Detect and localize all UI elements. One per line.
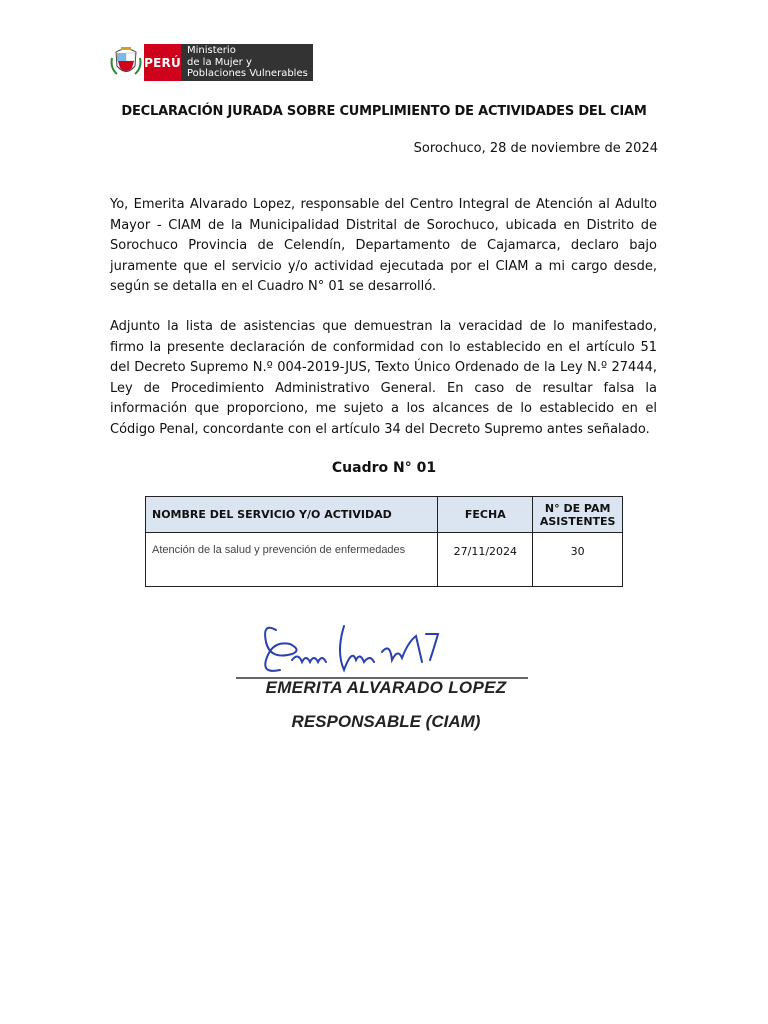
cell-service: Atención de la salud y prevención de enfermedades [146, 533, 438, 587]
ministry-name [181, 44, 313, 81]
cell-date: 27/11/2024 [438, 533, 533, 587]
attachment-paragraph: Adjunto la lista de asistencias que demuestran la veracidad de lo manifestado, firmo la presente declaración de conformidad con lo establecido en el artículo 51 del Decreto Supremo N.º 004-2019-JUS, Texto Único Ordenado de la Ley N.º 27444, Ley de Procedimiento Administrativo General. En caso de resultar falsa la información que proporciono, me sujeto a los alcances de lo establecido en el Código Penal, concordante con el artículo 34 del Decreto Supremo antes señalado. [110, 319, 657, 437]
table-header-row [146, 497, 623, 533]
document-title: DECLARACIÓN JURADA SOBRE CUMPLIMIENTO DE ACTIVIDADES DEL CIAM [121, 104, 647, 119]
ministry-line: Ministerio [187, 45, 236, 56]
column-header-service: NOMBRE DEL SERVICIO Y/O ACTIVIDAD [146, 497, 438, 533]
signatory-role: RESPONSABLE (CIAM) [291, 712, 481, 731]
cell-attendees: 30 [533, 533, 623, 587]
document-date: Sorochuco, 28 de noviembre de 2024 [413, 141, 658, 156]
column-header-date: FECHA [438, 497, 533, 533]
ministry-logo [108, 44, 313, 81]
activities-table [145, 496, 623, 587]
signatory-name: EMERITA ALVARADO LOPEZ [265, 678, 507, 697]
ministry-line: de la Mujer y [187, 56, 252, 68]
coat-of-arms-icon [108, 44, 144, 81]
column-header-attendees: N° DE PAM ASISTENTES [533, 497, 623, 533]
declaration-paragraph: Yo, Emerita Alvarado Lopez, responsable del Centro Integral de Atención al Adulto Mayor - CIAM de la Municipalidad Distrital de Sorochuco, ubicada en Distrito de Sorochuco Provincia de Celendín, Departamento de Cajamarca, declaro bajo juramente que el servicio y/o actividad ejecutada por el CIAM a mi cargo desde, según se detalla en el Cuadro N° 01 se desarrolló. [110, 197, 657, 294]
table-row [146, 533, 623, 587]
country-label: PERÚ [144, 44, 181, 81]
ministry-line: Poblaciones Vulnerables [187, 68, 308, 79]
table-title: Cuadro N° 01 [331, 460, 437, 476]
